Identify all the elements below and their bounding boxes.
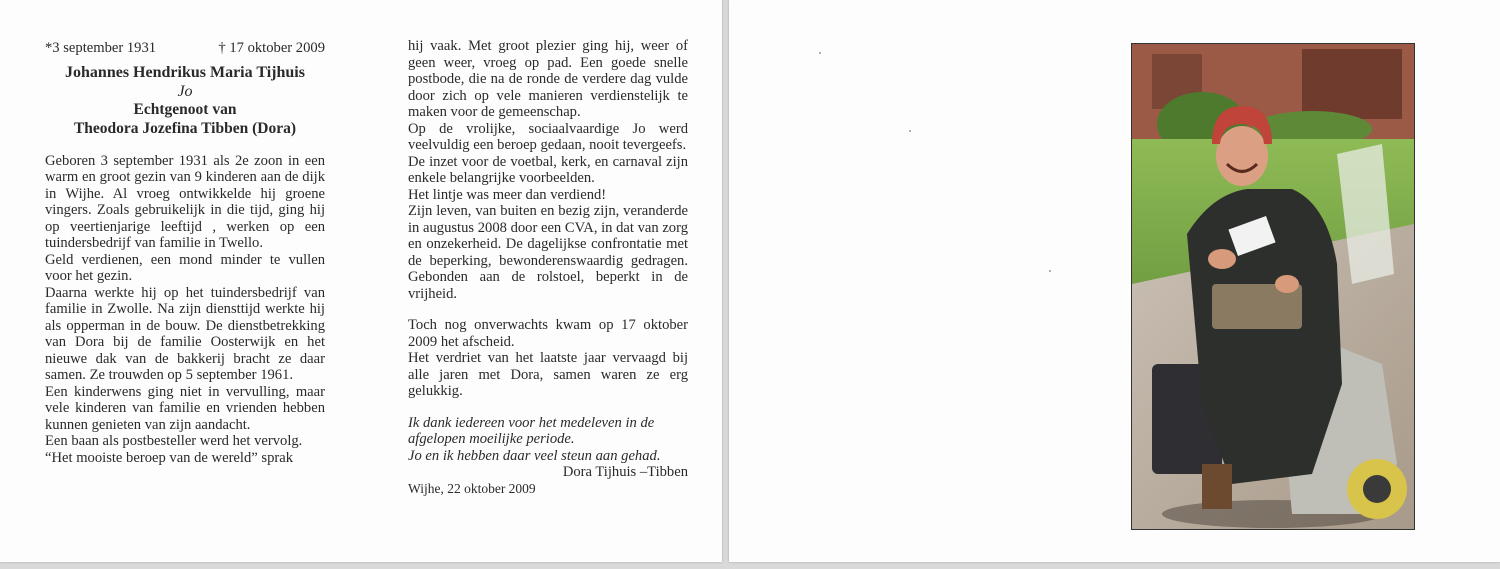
left-column <box>45 40 325 466</box>
moped-hub <box>1363 475 1391 503</box>
bio-paragraph: Een kinderwens ging niet in vervulling, maar vele kinderen van familie en vrienden hebben kunnen genieten van zijn aandacht. <box>45 383 325 433</box>
bio-paragraph: Zijn leven, van buiten en bezig zijn, veranderde in augustus 2008 door een CVA, in dat van zorg en onzekerheid. De dagelijkse confrontatie met de beperking, bewonderenswaardig gedragen. Gebonden aan de rolstoel, beperkt in de vrijheid. <box>408 203 688 302</box>
place-date: Wijhe, 22 oktober 2009 <box>408 480 536 496</box>
farewell-paragraph: Het verdriet van het laatste jaar vervaagd bij alle jaren met Dora, samen waren ze erg gelukkig. <box>408 350 688 399</box>
bio-paragraph: Geboren 3 september 1931 als 2e zoon in een warm en groot gezin van 9 kinderen aan de dijk in Wijhe. Al vroeg ontwikkelde hij groene vingers. Zoals gebruikelijk in die tijd, ging hij op veertienjarige leeftijd , werken op een tuindersbedrijf van familie in Twello. <box>45 152 325 251</box>
bio-paragraph: Daarna werkte hij op het tuindersbedrijf van familie in Zwolle. Na zijn diensttijd werkte hij als opperman in de bouw. De dienstbetrekking van Dora bij de familie Oosterwijk en het nieuwe dak van de bakkerij bracht ze daar samen. Ze trouwden op 5 september 1961. <box>45 284 325 383</box>
hand <box>1208 249 1236 269</box>
boot <box>1202 464 1232 509</box>
paper-speck <box>819 52 821 54</box>
bio-paragraph: Geld verdienen, een mond minder te vullen voor het gezin. <box>45 251 325 284</box>
spouse-label: Echtgenoot van <box>133 100 237 118</box>
farewell-paragraph: Toch nog onverwachts kwam op 17 oktober 2009 het afscheid. <box>408 317 688 350</box>
thanks-line: Ik dank iedereen voor het medeleven in de afgelopen moeilijke periode. <box>408 414 655 447</box>
signature: Dora Tijhuis –Tibben <box>562 464 688 480</box>
death-date: † 17 oktober 2009 <box>218 40 325 56</box>
paper-speck <box>909 130 911 132</box>
bio-paragraph: “Het mooiste beroep van de wereld” sprak <box>45 449 293 466</box>
window <box>1302 49 1402 119</box>
hand <box>1275 275 1299 293</box>
left-card <box>0 0 722 562</box>
bio-paragraph: Het lintje was meer dan verdiend! <box>408 186 607 203</box>
bio-paragraph: De inzet voor de voetbal, kerk, en carnaval zijn enkele belangrijke voorbeelden. <box>408 153 688 186</box>
portrait-photo <box>1131 43 1415 530</box>
thanks-line: Jo en ik hebben daar veel steun aan gehad. <box>408 447 661 464</box>
face <box>1216 126 1268 186</box>
bio-paragraph: Op de vrolijke, sociaalvaardige Jo werd veelvuldig een beroep gedaan, nooit tevergeefs. <box>408 120 688 153</box>
birth-date: *3 september 1931 <box>45 40 157 56</box>
nickname: Jo <box>177 82 193 100</box>
deceased-name: Johannes Hendrikus Maria Tijhuis <box>65 63 305 81</box>
bio-paragraph: Een baan als postbesteller werd het vervolg. <box>45 433 303 449</box>
spouse-name: Theodora Jozefina Tibben (Dora) <box>73 119 297 137</box>
bio-paragraph: hij vaak. Met groot plezier ging hij, weer of geen weer, vroeg op pad. Een goede snelle postbode, die na de ronde de verdere dag vulde door zich op vele manieren verdienstelijk te maken voor de gemeenschap. <box>408 38 688 120</box>
dates-row <box>45 40 325 57</box>
right-column <box>408 38 688 497</box>
photo-illustration <box>1132 44 1414 529</box>
paper-speck <box>1049 270 1051 272</box>
